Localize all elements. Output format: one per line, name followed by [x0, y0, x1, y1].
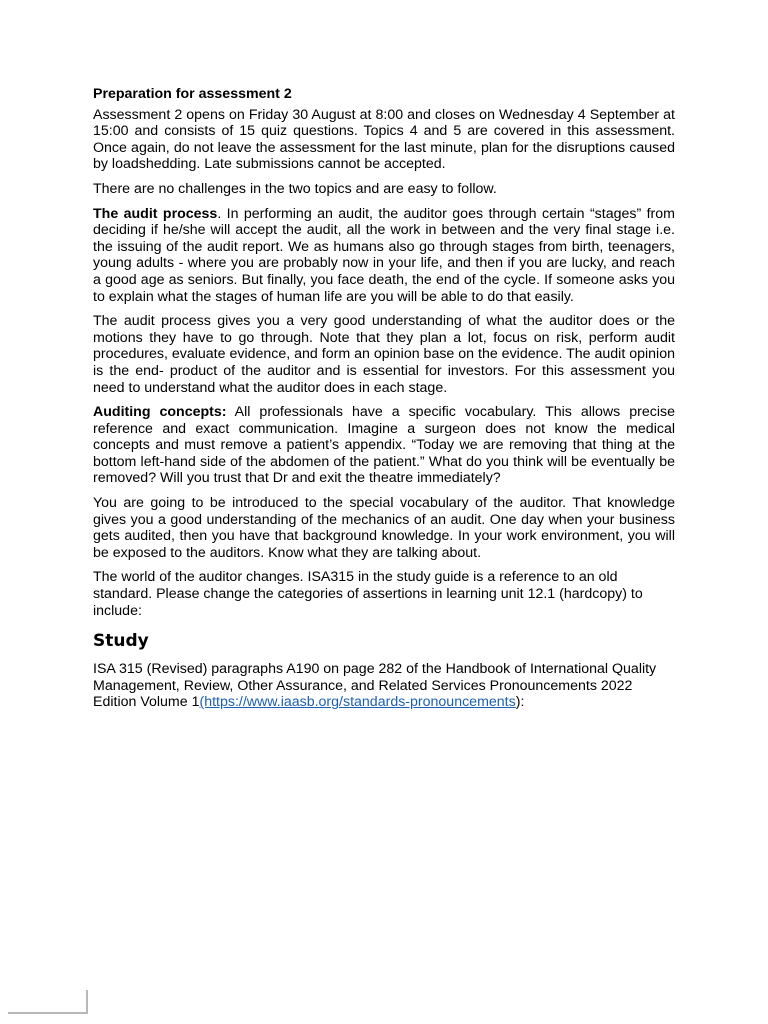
- paragraph-assessment-dates: Assessment 2 opens on Friday 30 August at 8:00 and closes on Wednesday 4 September at 15:00 and consists of 15 quiz questions. Topics 4 and 5 are covered in this assessment. Once again, do not leave the assessment for the last minute, plan for the disruptions caused by loadshedding. Late submissions cannot be accepted.: [93, 106, 675, 173]
- iaasb-link[interactable]: (https://www.iaasb.org/standards-pronouncements: [199, 694, 516, 711]
- paragraph-auditing-concepts: [93, 404, 675, 487]
- paragraph-vocabulary: You are going to be introduced to the special vocabulary of the auditor. That knowledge gives you a good understanding of the mechanics of an audit. One day when your business gets audited, then you have that background knowledge. In your work environment, you will be exposed to the auditors. Know what they are talking about.: [93, 495, 675, 561]
- study-reference-tail: ):: [515, 694, 525, 711]
- audit-process-body: . In performing an audit, the auditor goes through certain “stages” from deciding if he/she will accept the audit, all the work in between and the very final stage i.e. the issuing of the audit report. We as humans also go through stages from birth, teenagers, young adults - where you are probably now in your life, and then if you are lucky, and reach a good age as seniors. But finally, you face death, the end of the cycle. If someone asks you to explain what the stages of human life are you will be able to do that easily.: [93, 205, 675, 305]
- paragraph-study-reference: [93, 661, 675, 711]
- document-page: [93, 86, 675, 719]
- audit-process-lead: The audit process: [93, 205, 218, 222]
- study-reference-text: ISA 315 (Revised) paragraphs A190 on page 282 of the Handbook of International Quality Management, Review, Other Assurance, and Related Services Pronouncements 2022 Edition Volume 1: [93, 661, 657, 711]
- study-heading: Study: [93, 631, 149, 652]
- paragraph-isa315-change: The world of the auditor changes. ISA315 in the study guide is a reference to an old standard. Please change the categories of assertions in learning unit 12.1 (hardcopy) to include:: [93, 569, 643, 619]
- paragraph-audit-process-understanding: The audit process gives you a very good understanding of what the auditor does or the motions they have to go through. Note that they plan a lot, focus on risk, perform audit procedures, evaluate evidence, and form an opinion base on the evidence. The audit opinion is the end- product of the auditor and is essential for investors. For this assessment you need to understand what the auditor does in each stage.: [93, 313, 675, 396]
- auditing-concepts-lead: Auditing concepts:: [93, 404, 227, 421]
- paragraph-audit-process: [93, 206, 675, 306]
- auditing-concepts-body: All professionals have a specific vocabulary. This allows precise reference and exact communication. Imagine a surgeon does not know the medical concepts and must remove a patient’s appendix. “Today we are removing that thing at the bottom left-hand side of the abdomen of the patient.” What do you think will be eventually be removed? Will you trust that Dr and exit the theatre immediately?: [93, 404, 675, 487]
- page-corner-mark: [8, 990, 88, 1014]
- section-title: Preparation for assessment 2: [93, 86, 292, 102]
- paragraph-no-challenges: There are no challenges in the two topics and are easy to follow.: [93, 180, 497, 197]
